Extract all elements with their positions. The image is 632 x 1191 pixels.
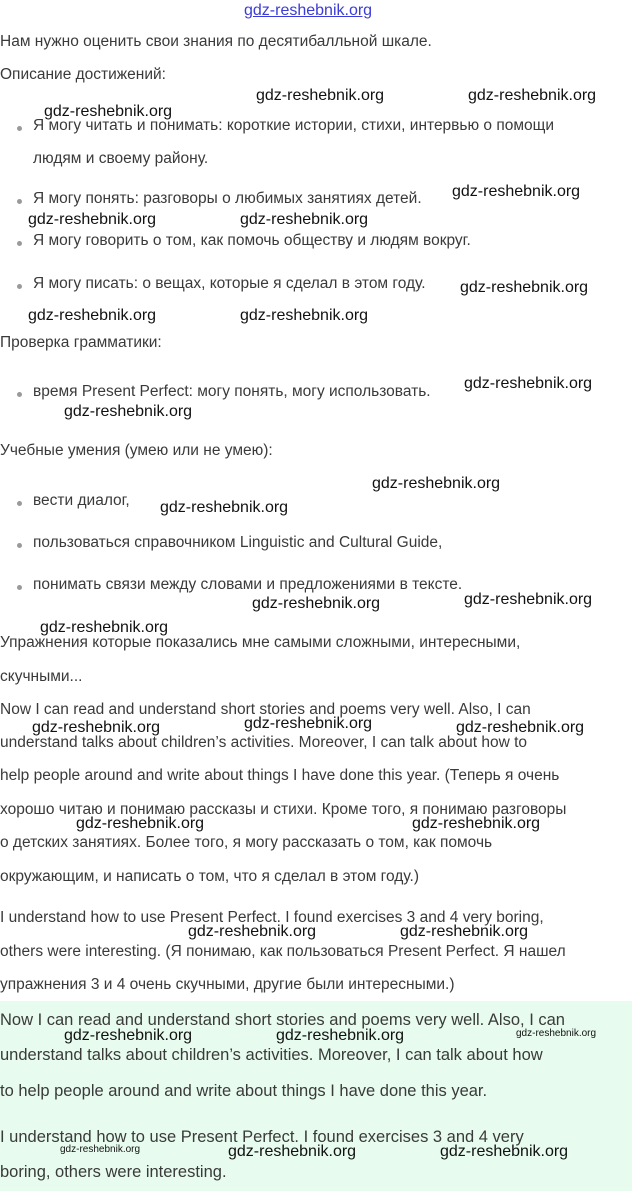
achievement-item: Я могу говорить о том, как помочь обществу и людям вокруг.	[33, 232, 471, 249]
watermark: gdz-reshebnik.org	[44, 103, 173, 120]
watermark: gdz-reshebnik.org	[252, 595, 381, 612]
watermark: gdz-reshebnik.org	[40, 619, 169, 636]
watermark-link[interactable]: gdz-reshebnik.org	[244, 2, 373, 19]
bullet-icon	[17, 585, 22, 590]
watermark: gdz-reshebnik.org	[188, 923, 317, 940]
watermark: gdz-reshebnik.org	[240, 307, 369, 324]
skill-item: пользоваться справочником Linguistic and Cultural Guide,	[33, 534, 443, 551]
watermark: gdz-reshebnik.org	[60, 1144, 141, 1155]
answer-paragraph-line: help people around and write about things I have done this year. (Теперь я очень	[0, 767, 560, 784]
achievement-item: Я могу писать: о вещах, которые я сделал в этом году.	[33, 275, 426, 292]
achievement-item-cont: людям и своему району.	[33, 150, 209, 167]
achievement-item: Я могу читать и понимать: короткие истории, стихи, интервью о помощи	[33, 117, 555, 134]
final-answer-line: Now I can read and understand short stories and poems very well. Also, I can	[0, 1011, 565, 1029]
achievements-heading: Описание достижений:	[0, 66, 166, 83]
bullet-icon	[17, 543, 22, 548]
watermark: gdz-reshebnik.org	[468, 87, 597, 104]
answer-paragraph-line: understand talks about children’s activities. Moreover, I can talk about how to	[0, 734, 528, 751]
skill-item: понимать связи между словами и предложениями в тексте.	[33, 576, 463, 593]
watermark: gdz-reshebnik.org	[64, 403, 193, 420]
watermark: gdz-reshebnik.org	[28, 211, 157, 228]
watermark: gdz-reshebnik.org	[456, 719, 585, 736]
grammar-item: время Present Perfect: могу понять, могу использовать.	[33, 383, 431, 400]
watermark: gdz-reshebnik.org	[240, 211, 369, 228]
skills-heading: Учебные умения (умею или не умею):	[0, 442, 273, 459]
answer-paragraph-line: I understand how to use Present Perfect. I found exercises 3 and 4 very boring,	[0, 909, 544, 926]
watermark: gdz-reshebnik.org	[64, 1027, 193, 1044]
watermark: gdz-reshebnik.org	[32, 719, 161, 736]
watermark: gdz-reshebnik.org	[256, 87, 385, 104]
watermark: gdz-reshebnik.org	[160, 499, 289, 516]
final-answer-line: understand talks about children’s activities. Moreover, I can talk about how	[0, 1046, 543, 1064]
watermark: gdz-reshebnik.org	[276, 1027, 405, 1044]
intro-text: Нам нужно оценить свои знания по десятибалльной шкале.	[0, 33, 432, 50]
answer-paragraph-line: others were interesting. (Я понимаю, как пользоваться Present Perfect. Я нашел	[0, 943, 566, 960]
grammar-heading: Проверка грамматики:	[0, 334, 162, 351]
watermark: gdz-reshebnik.org	[412, 815, 541, 832]
answer-paragraph-line: Now I can read and understand short stories and poems very well. Also, I can	[0, 701, 531, 718]
bullet-icon	[17, 284, 22, 289]
bullet-icon	[17, 241, 22, 246]
watermark: gdz-reshebnik.org	[452, 183, 581, 200]
bullet-icon	[17, 199, 22, 204]
watermark: gdz-reshebnik.org	[440, 1143, 569, 1160]
watermark: gdz-reshebnik.org	[400, 923, 529, 940]
answer-paragraph-line: о детских занятиях. Более того, я могу рассказать о том, как помочь	[0, 834, 493, 851]
answer-paragraph-line: окружающим, и написать о том, что я сделал в этом году.)	[0, 868, 419, 885]
watermark: gdz-reshebnik.org	[464, 375, 593, 392]
watermark: gdz-reshebnik.org	[76, 815, 205, 832]
final-answer-line: to help people around and write about things I have done this year.	[0, 1082, 488, 1100]
watermark: gdz-reshebnik.org	[464, 591, 593, 608]
watermark: gdz-reshebnik.org	[228, 1143, 357, 1160]
achievement-item: Я могу понять: разговоры о любимых занятиях детей.	[33, 190, 422, 207]
final-answer-line: I understand how to use Present Perfect. I found exercises 3 and 4 very	[0, 1128, 524, 1146]
skill-item: вести диалог,	[33, 492, 130, 509]
bullet-icon	[17, 501, 22, 506]
bullet-icon	[17, 126, 22, 131]
watermark: gdz-reshebnik.org	[516, 1028, 597, 1039]
watermark: gdz-reshebnik.org	[460, 279, 589, 296]
exercises-text-cont: скучными...	[0, 668, 83, 685]
watermark: gdz-reshebnik.org	[244, 715, 373, 732]
answer-paragraph-line: хорошо читаю и понимаю рассказы и стихи. Кроме того, я понимаю разговоры	[0, 801, 567, 818]
final-answer-line: boring, others were interesting.	[0, 1163, 227, 1181]
watermark: gdz-reshebnik.org	[28, 307, 157, 324]
exercises-text: Упражнения которые показались мне самыми сложными, интересными,	[0, 634, 521, 651]
bullet-icon	[17, 392, 22, 397]
answer-paragraph-line: упражнения 3 и 4 очень скучными, другие были интересными.)	[0, 976, 455, 993]
watermark: gdz-reshebnik.org	[372, 475, 501, 492]
